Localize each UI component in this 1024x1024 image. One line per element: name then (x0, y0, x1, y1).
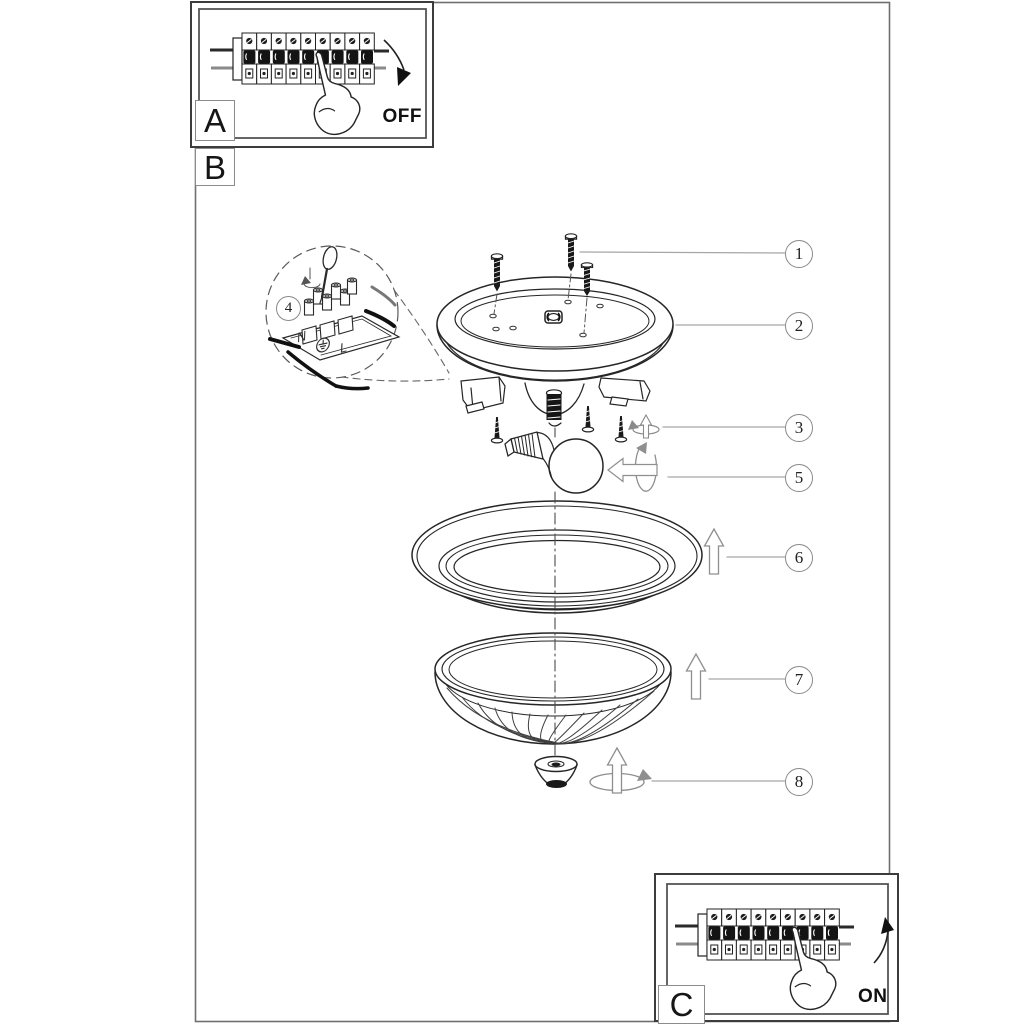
callout-8: 8 (785, 768, 813, 796)
finial-knob (535, 757, 577, 789)
on-label: ON (858, 986, 888, 1007)
light-bulb (505, 432, 603, 493)
canopy-mounting-plate (437, 277, 673, 381)
up-arrow-icon (705, 529, 724, 574)
terminal-live-label: L (339, 338, 348, 357)
insert-bulb-arrow-icon (608, 442, 657, 491)
center-stem-nipple (525, 383, 584, 426)
rotate-screw-icon (628, 415, 659, 438)
circuit-breaker-row (233, 33, 374, 84)
panel-b-label: B (195, 148, 235, 186)
callout-3: 3 (785, 414, 813, 442)
circuit-breaker-row (698, 909, 839, 960)
panel-c-label: C (658, 985, 705, 1024)
exploded-view (266, 234, 790, 793)
glass-shade (435, 633, 671, 744)
callout-2: 2 (785, 312, 813, 340)
callout-1: 1 (785, 240, 813, 268)
panel-a-label: A (195, 100, 235, 141)
callout-4: 4 (276, 296, 301, 321)
terminal-neutral-label: N (296, 327, 307, 346)
rotate-finial-icon (590, 748, 652, 793)
center-nut (545, 311, 562, 323)
off-label: OFF (382, 106, 422, 127)
callout-7: 7 (785, 666, 813, 694)
trim-ring (412, 501, 702, 613)
callout-6: 6 (785, 544, 813, 572)
callout-5: 5 (785, 464, 813, 492)
up-arrow-icon (687, 654, 706, 699)
